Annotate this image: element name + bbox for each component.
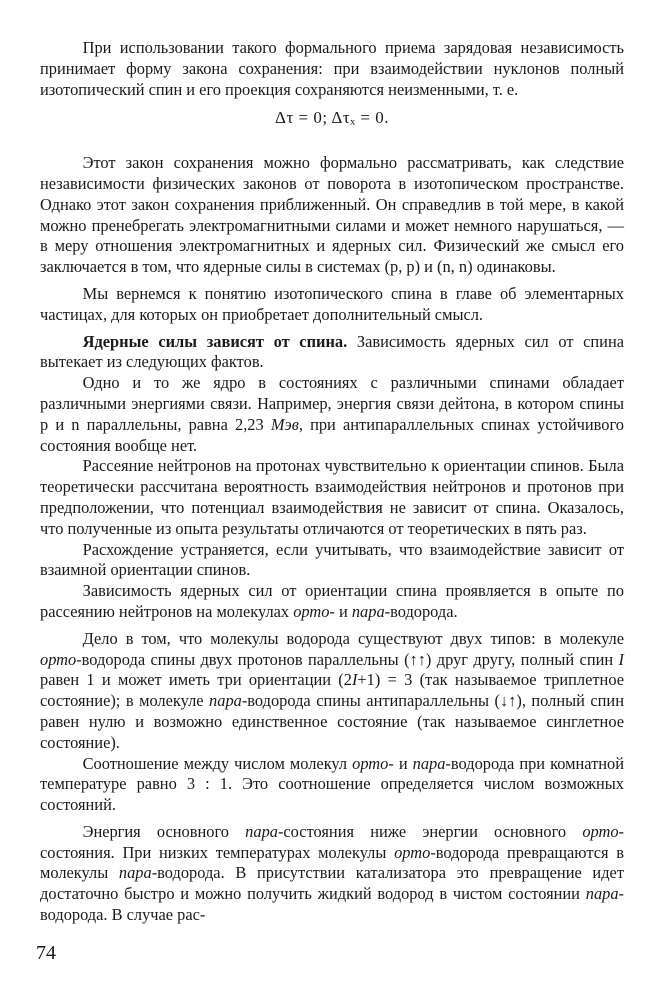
- paragraph-11-text-c: -состояния. При низких температурах молекулы: [40, 821, 624, 862]
- term-orto: орто: [582, 821, 619, 841]
- paragraph-11-text-d: -водорода превращаются в молекулы: [40, 842, 624, 883]
- term-orto: орто: [40, 649, 77, 669]
- conservation-formula: Δτ = 0; Δτₓ = 0.: [275, 108, 389, 128]
- term-orto: орто: [352, 753, 389, 773]
- page-body: [40, 38, 624, 926]
- paragraph-8-text-b: - и: [329, 601, 352, 621]
- symbol-I: I: [618, 649, 624, 669]
- term-orto: орто: [293, 601, 330, 621]
- symbol-I: I: [351, 670, 358, 690]
- paragraph-8-text-a: Зависимость ядерных сил от ориентации спина проявляется в опыте по рассеянию нейтронов на молекулах: [40, 581, 624, 621]
- paragraph-11-text-b: -состояния ниже энергии основного: [277, 821, 583, 841]
- term-para: пара: [118, 863, 152, 883]
- paragraph-9-text-e: -водорода спины антипараллельны (↓↑), полный спин равен нулю и возможно единственное состояние (так называемое синглетное состояние).: [40, 691, 624, 752]
- paragraph-9-text-a: Дело в том, что молекулы водорода существуют двух типов: в молекуле: [82, 628, 624, 648]
- paragraph-10-text-c: -водорода при комнатной температуре равно 3 : 1. Это соотношение определяется числом возможных состояний.: [40, 753, 625, 815]
- paragraph-7: Расхождение устраняется, если учитывать, что взаимодействие зависит от взаимной ориентации спинов.: [40, 539, 624, 580]
- term-para: пара: [585, 884, 619, 904]
- unit-mev: Мэв: [270, 414, 299, 434]
- paragraph-9: [40, 629, 624, 754]
- paragraph-5-text-b: , при антипараллельных спинах устойчивого состояния вообще нет.: [40, 414, 624, 455]
- page-number: 74: [36, 942, 56, 964]
- paragraph-10-text-b: - и: [388, 753, 413, 773]
- paragraph-8-text-c: -водорода.: [384, 601, 458, 621]
- term-para: пара: [351, 601, 385, 621]
- paragraph-10: [40, 754, 624, 816]
- paragraph-3: Мы вернемся к понятию изотопического спина в главе об элементарных частицах, для которых он приобретает дополнительный смысл.: [40, 283, 624, 324]
- paragraph-9-text-c: равен 1 и может иметь три ориентации (2: [40, 670, 352, 690]
- term-para: пара: [209, 691, 242, 711]
- paragraph-5: [40, 373, 624, 456]
- term-para: пара: [245, 821, 278, 841]
- paragraph-9-text-d: +1) = 3 (так называемое триплетное состояние); в молекуле: [40, 670, 624, 711]
- term-orto: орто: [394, 842, 431, 862]
- paragraph-2: Этот закон сохранения можно формально рассматривать, как следствие независимости физических законов от поворота в изотопическом пространстве. Однако этот закон сохранения приближенный. Он справедлив в той мере, в какой можно пренебрегать электромагнитными силами и может немного нарушаться, — в меру отношения электромагнитных и ядерных сил. Физический же смысл его заключается в том, что ядерные силы в системах (p, p) и (n, n) одинаковы.: [40, 153, 624, 277]
- term-para: пара: [412, 753, 446, 773]
- paragraph-9-text-b: -водорода спины двух протонов параллельны (↑↑) друг другу, полный спин: [76, 649, 619, 669]
- paragraph-11-text-a: Энергия основного: [82, 821, 246, 841]
- paragraph-6: Рассеяние нейтронов на протонах чувствительно к ориентации спинов. Была теоретически рассчитана вероятность взаимодействия нейтронов и протонов при предположении, что потенциал взаимодействия не зависит от спина. Оказалось, что полученные из опыта результаты отличаются от теоретических в пять раз.: [40, 456, 624, 538]
- paragraph-5-text-a: Одно и то же ядро в состояниях с различными спинами обладает различными энергиями связи. Например, энергия связи дейтона, в котором спины p и n параллельны, равна 2,23: [40, 373, 624, 434]
- paragraph-11-text-e: -водорода. В присутствии катализатора это превращение идет достаточно быстро и можно получить жидкий водород в чистом состоянии: [40, 863, 624, 904]
- paragraph-1: При использовании такого формального приема зарядовая независимость принимает форму закона сохранения: при взаимодействии нуклонов полный изотопический спин и его проекция сохраняются неизменными, т. е.: [40, 38, 624, 99]
- paragraph-11: [40, 822, 624, 926]
- paragraph-4-text: Зависимость ядерных сил от спина вытекает из следующих фактов.: [40, 331, 625, 372]
- paragraph-4: [40, 332, 624, 374]
- paragraph-8: [40, 581, 624, 623]
- paragraph-10-text-a: Соотношение между числом молекул: [82, 753, 353, 773]
- paragraph-11-text-f: -водорода. В случае рас-: [40, 884, 624, 925]
- section-heading: Ядерные силы зависят от спина.: [82, 331, 348, 351]
